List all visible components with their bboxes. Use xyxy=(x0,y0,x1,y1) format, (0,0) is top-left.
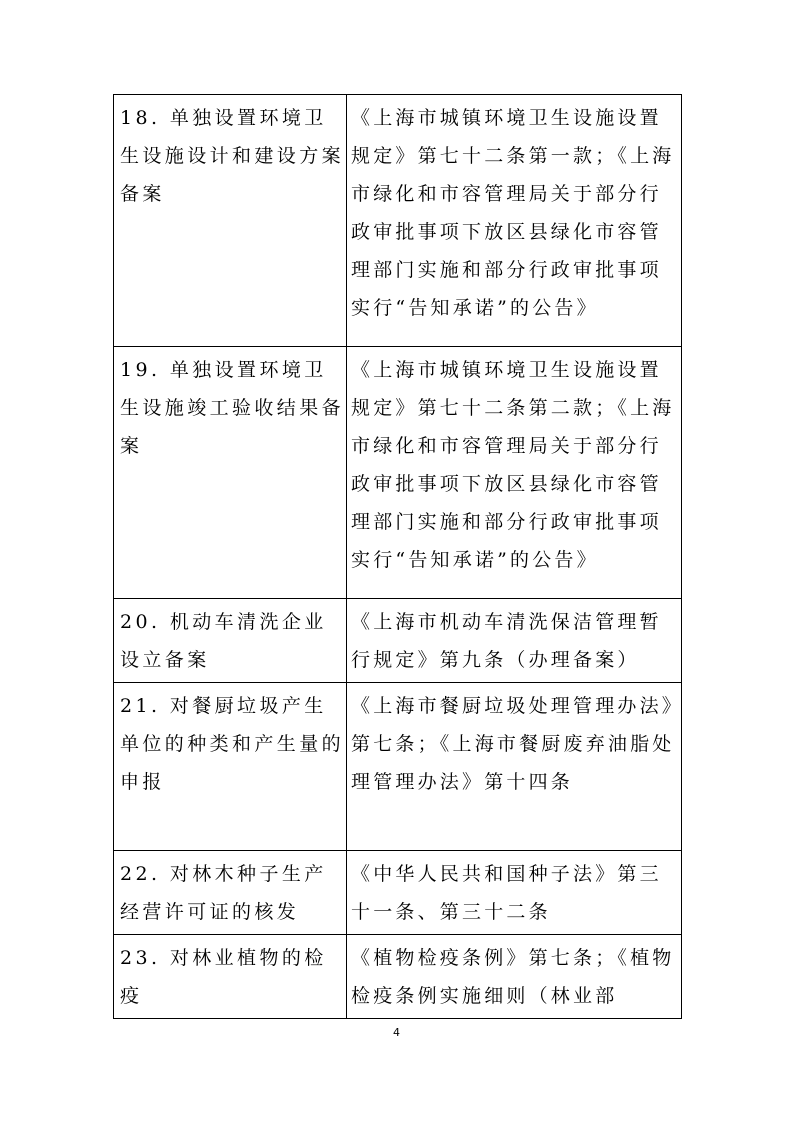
item-text: 19. 单独设置环境卫生设施竣工验收结果备案 xyxy=(120,359,345,457)
basis-text: 《上海市城镇环境卫生设施设置规定》第七十二条第二款；《上海市绿化和市容管理局关于部分行政审批事项下放区县绿化市容管理部门实施和部分行政审批事项实行“告知承诺”的公告》 xyxy=(351,359,675,571)
basis-cell xyxy=(347,95,682,347)
table-row xyxy=(114,851,682,935)
basis-cell xyxy=(347,851,682,935)
item-cell xyxy=(114,851,347,935)
item-cell xyxy=(114,95,347,347)
item-text: 21. 对餐厨垃圾产生单位的种类和产生量的申报 xyxy=(120,695,345,793)
item-text: 18. 单独设置环境卫生设施设计和建设方案备案 xyxy=(120,107,345,205)
item-cell xyxy=(114,347,347,599)
item-cell xyxy=(114,683,347,851)
item-text: 22. 对林木种子生产经营许可证的核发 xyxy=(120,863,327,923)
basis-text: 《上海市城镇环境卫生设施设置规定》第七十二条第一款；《上海市绿化和市容管理局关于部分行政审批事项下放区县绿化市容管理部门实施和部分行政审批事项实行“告知承诺”的公告》 xyxy=(351,107,675,319)
basis-cell xyxy=(347,935,682,1019)
item-text: 20. 机动车清洗企业设立备案 xyxy=(120,611,327,671)
table-row xyxy=(114,95,682,347)
table-row xyxy=(114,935,682,1019)
basis-text: 《中华人民共和国种子法》第三十一条、第三十二条 xyxy=(351,863,662,923)
item-cell xyxy=(114,935,347,1019)
table-row xyxy=(114,347,682,599)
basis-text: 《植物检疫条例》第七条；《植物检疫条例实施细则（林业部 xyxy=(351,947,675,1007)
page-number: 4 xyxy=(393,1026,400,1039)
basis-text: 《上海市餐厨垃圾处理管理办法》第七条；《上海市餐厨废弃油脂处理管理办法》第十四条 xyxy=(351,695,675,793)
item-cell xyxy=(114,599,347,683)
basis-text: 《上海市机动车清洗保洁管理暂行规定》第九条（办理备案） xyxy=(351,611,662,671)
item-text: 23. 对林业植物的检疫 xyxy=(120,947,327,1007)
basis-cell xyxy=(347,347,682,599)
table-row xyxy=(114,683,682,851)
table-row xyxy=(114,599,682,683)
items-table xyxy=(113,94,682,1019)
basis-cell xyxy=(347,683,682,851)
basis-cell xyxy=(347,599,682,683)
